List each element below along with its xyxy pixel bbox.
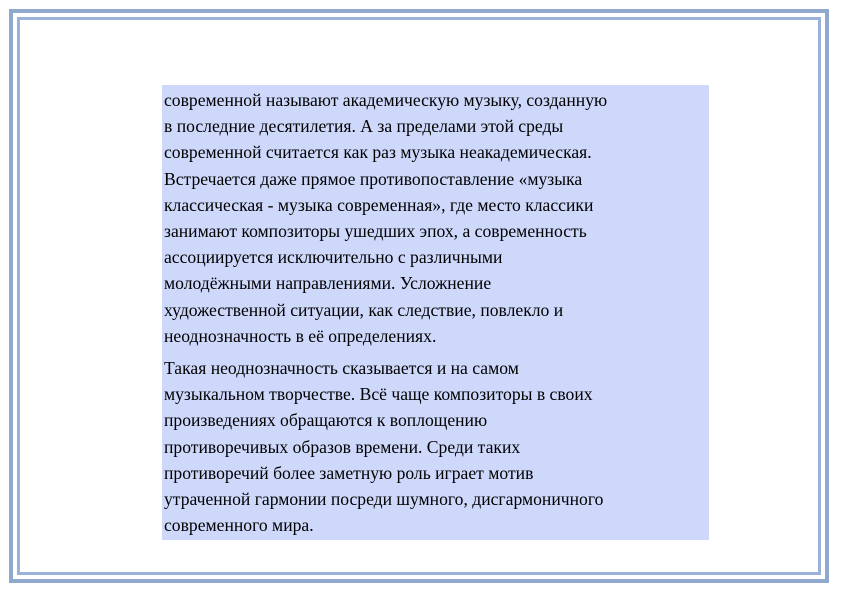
paragraph: современной называют академическую музыку, созданную в последние десятилетия. А за пределами этой среды современной считается как раз музыка неакадемическая. Встречается даже прямое противопоставление «музыка классическая - музыка современная», где место классики занимают композиторы ушедших эпох, а современность ассоциируется исключительно с различными молодёжными направлениями. Усложнение художественной ситуации, как следствие, повлекло и неоднозначность в её определениях.: [164, 90, 608, 346]
text-block: [162, 85, 709, 540]
paragraph: Такая неоднозначность сказывается и на самом музыкальном творчестве. Всё чаще композиторы в своих произведениях обращаются к воплощению противоречивых образов времени. Среди таких противоречий более заметную роль играет мотив утраченной гармонии посреди шумного, дисгармоничного современного мира.: [164, 358, 604, 536]
